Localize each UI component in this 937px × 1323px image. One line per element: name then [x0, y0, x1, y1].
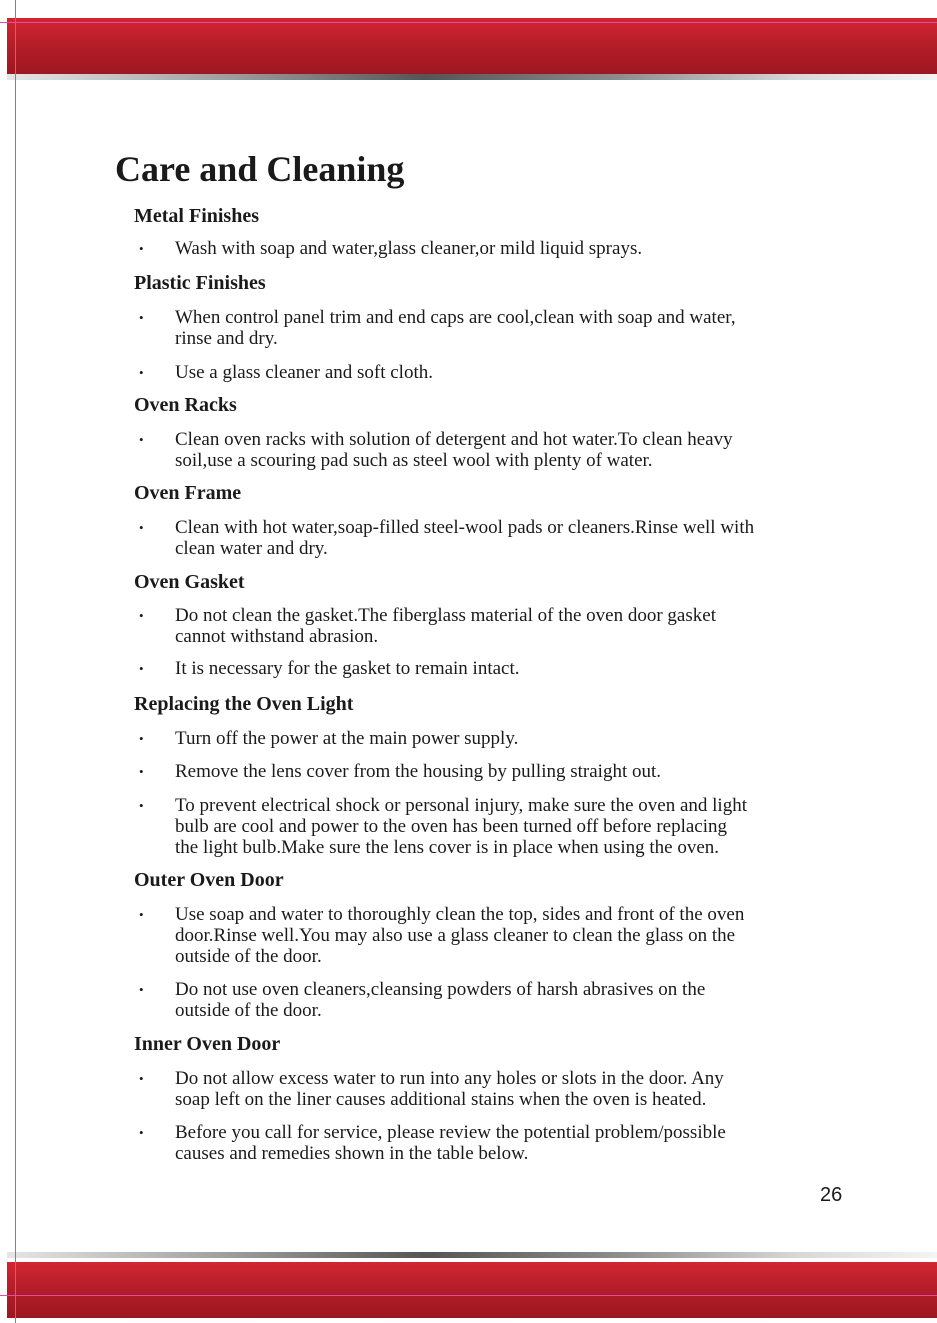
bullet-text — [175, 795, 855, 858]
bullet-text — [175, 517, 855, 559]
bullet-text — [175, 761, 855, 782]
bullet-line: clean water and dry. — [175, 538, 328, 559]
bullet-text — [175, 979, 855, 1021]
bullet-line: Turn off the power at the main power supply. — [175, 728, 519, 749]
bullet-text — [175, 1068, 855, 1110]
bullet-line: door.Rinse well.You may also use a glass cleaner to clean the glass on the — [175, 925, 736, 946]
bullet-line: When control panel trim and end caps are cool,clean with soap and water, — [175, 307, 736, 328]
bullet-dot-icon: • — [139, 608, 144, 623]
bullet-text — [175, 429, 855, 471]
bullet-line: Clean oven racks with solution of detergent and hot water.To clean heavy — [175, 429, 733, 450]
section-heading: Oven Racks — [134, 394, 237, 416]
bullet-line: outside of the door. — [175, 1000, 322, 1021]
bullet-dot-icon: • — [139, 310, 144, 325]
header-stripe — [7, 74, 937, 80]
bullet-dot-icon: • — [139, 520, 144, 535]
footer-stripe — [7, 1252, 937, 1258]
bullet-dot-icon: • — [139, 731, 144, 746]
bullet-line: Do not allow excess water to run into any holes or slots in the door. Any — [175, 1068, 724, 1089]
bullet-dot-icon: • — [139, 764, 144, 779]
bullet-line: Use a glass cleaner and soft cloth. — [175, 362, 433, 383]
bullet-text — [175, 362, 855, 383]
section-heading: Outer Oven Door — [134, 869, 284, 891]
bullet-line: rinse and dry. — [175, 328, 278, 349]
section-heading: Replacing the Oven Light — [134, 693, 354, 715]
bullet-dot-icon: • — [139, 365, 144, 380]
page-title: Care and Cleaning — [115, 149, 405, 189]
section-heading: Metal Finishes — [134, 205, 259, 227]
section-heading: Oven Frame — [134, 482, 242, 504]
margin-guide-top — [0, 22, 937, 23]
bullet-dot-icon: • — [139, 982, 144, 997]
bullet-line: causes and remedies shown in the table below. — [175, 1143, 529, 1164]
bullet-line: Do not clean the gasket.The fiberglass material of the oven door gasket — [175, 605, 716, 626]
bullet-text — [175, 307, 855, 349]
bullet-text — [175, 1122, 855, 1164]
bullet-line: soil,use a scouring pad such as steel wool with plenty of water. — [175, 450, 653, 471]
bullet-text — [175, 728, 855, 749]
bullet-dot-icon: • — [139, 1125, 144, 1140]
bullet-dot-icon: • — [139, 432, 144, 447]
margin-guide-vertical — [15, 0, 16, 1323]
bullet-dot-icon: • — [139, 241, 144, 256]
bullet-line: cannot withstand abrasion. — [175, 626, 379, 647]
bullet-line: Remove the lens cover from the housing by pulling straight out. — [175, 761, 662, 782]
bullet-line: Do not use oven cleaners,cleansing powders of harsh abrasives on the — [175, 979, 706, 1000]
bullet-dot-icon: • — [139, 907, 144, 922]
page-number: 26 — [820, 1184, 843, 1206]
header-band — [7, 18, 937, 76]
section-heading: Inner Oven Door — [134, 1033, 281, 1055]
bullet-line: Clean with hot water,soap-filled steel-wool pads or cleaners.Rinse well with — [175, 517, 755, 538]
bullet-line: the light bulb.Make sure the lens cover is in place when using the oven. — [175, 837, 720, 858]
bullet-dot-icon: • — [139, 1071, 144, 1086]
section-heading: Plastic Finishes — [134, 272, 266, 294]
bullet-line: Use soap and water to thoroughly clean the top, sides and front of the oven — [175, 904, 745, 925]
bullet-line: bulb are cool and power to the oven has been turned off before replacing — [175, 816, 728, 837]
bullet-dot-icon: • — [139, 798, 144, 813]
bullet-line: Wash with soap and water,glass cleaner,or mild liquid sprays. — [175, 238, 643, 259]
bullet-line: outside of the door. — [175, 946, 322, 967]
bullet-text — [175, 238, 855, 259]
bullet-line: It is necessary for the gasket to remain intact. — [175, 658, 520, 679]
section-heading: Oven Gasket — [134, 571, 245, 593]
bullet-line: Before you call for service, please review the potential problem/possible — [175, 1122, 726, 1143]
bullet-line: soap left on the liner causes additional stains when the oven is heated. — [175, 1089, 707, 1110]
bullet-text — [175, 605, 855, 647]
footer-band — [7, 1262, 937, 1318]
bullet-line: To prevent electrical shock or personal injury, make sure the oven and light — [175, 795, 747, 816]
bullet-text — [175, 904, 855, 967]
margin-guide-bottom — [0, 1295, 937, 1296]
bullet-dot-icon: • — [139, 661, 144, 676]
bullet-text — [175, 658, 855, 679]
